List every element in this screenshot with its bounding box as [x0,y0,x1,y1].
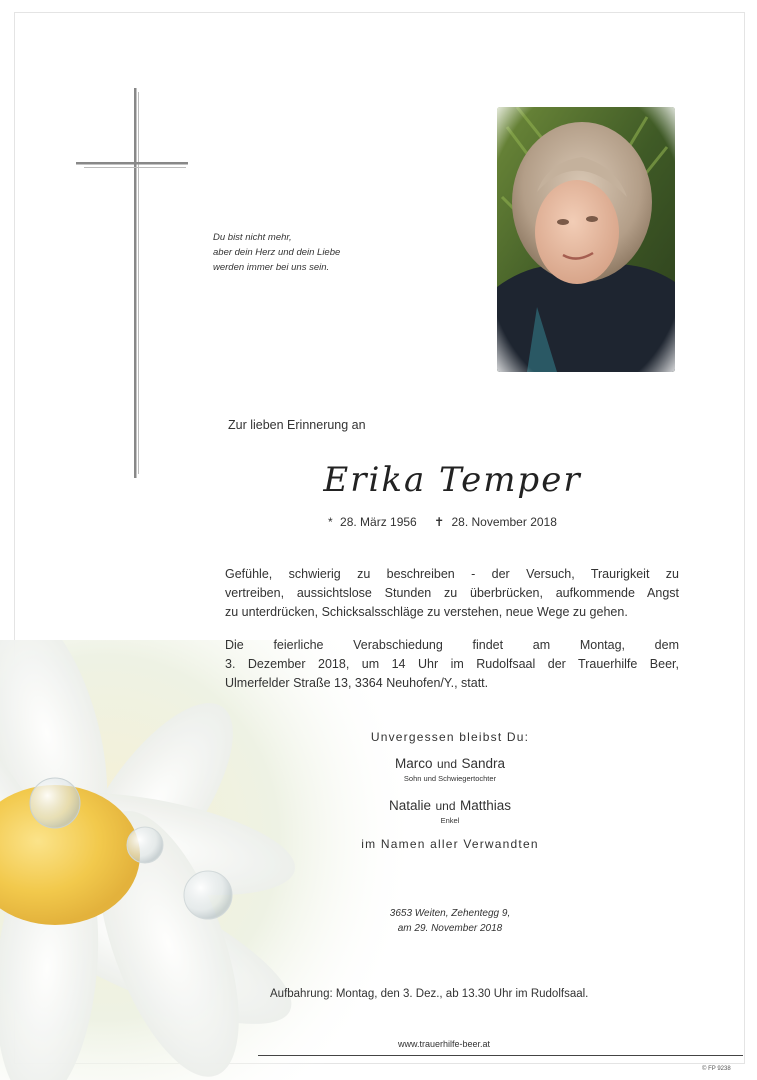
family-name: Sandra [461,756,505,771]
sender-address [370,906,530,936]
portrait-photo [497,107,675,372]
deceased-name: Erika Temper [323,460,582,500]
address-date: am 29. November 2018 [397,923,503,934]
birth-star-icon: * [328,515,333,529]
family-names [250,755,650,773]
cross-icon [70,88,200,478]
memorial-paragraph [225,565,679,622]
daisy-flower-image [0,640,420,1080]
quote-line: aber dein Herz und dein Liebe [213,247,341,258]
farewell-paragraph [225,636,679,693]
paragraph-line: vertreiben, aussichtslose Stunden zu überbrücken, aufkommende Angst [225,586,679,600]
quote-line: Du bist nicht mehr, [213,232,292,243]
memorial-quote [213,230,413,275]
family-role: Enkel [440,816,460,825]
life-dates [328,515,561,529]
family-entry [250,797,650,825]
paragraph-line: 3. Dezember 2018, um 14 Uhr im Rudolfsaal der Trauerhilfe Beer, [225,657,679,671]
paragraph-line: Ulmerfelder Straße 13, 3364 Neuhofen/Y., statt. [225,676,489,690]
family-name: Marco [395,756,433,771]
paragraph-line: Die feierliche Verabschiedung findet am Montag, dem [225,638,679,652]
mourners-closing: im Namen aller Verwandten [361,837,539,851]
mourners-heading: Unvergessen bleibst Du: [370,730,530,744]
print-code: © FP 9238 [702,1066,731,1072]
death-cross-icon: ✝ [434,515,445,529]
paragraph-line: zu unterdrücken, Schicksalsschläge zu verstehen, neue Wege zu gehen. [225,605,628,619]
paragraph-line: Gefühle, schwierig zu beschreiben - der Versuch, Traurigkeit zu [225,567,679,581]
family-connector: und [436,757,457,771]
family-name: Matthias [459,798,511,813]
birth-date: 28. März 1956 [340,515,417,529]
family-connector: und [435,799,456,813]
family-role: Sohn und Schwiegertochter [403,774,497,783]
family-names [250,797,650,815]
family-entry [250,755,650,783]
divider-line [258,1055,743,1056]
viewing-notice: Aufbahrung: Montag, den 3. Dez., ab 13.30 Uhr im Rudolfsaal. [270,988,589,1000]
website-link[interactable]: www.trauerhilfe-beer.at [398,1039,491,1049]
address-line: 3653 Weiten, Zehentegg 9, [389,908,511,919]
intro-text: Zur lieben Erinnerung an [228,418,366,432]
death-date: 28. November 2018 [451,515,557,529]
quote-line: werden immer bei uns sein. [213,262,330,273]
family-name: Natalie [389,798,432,813]
